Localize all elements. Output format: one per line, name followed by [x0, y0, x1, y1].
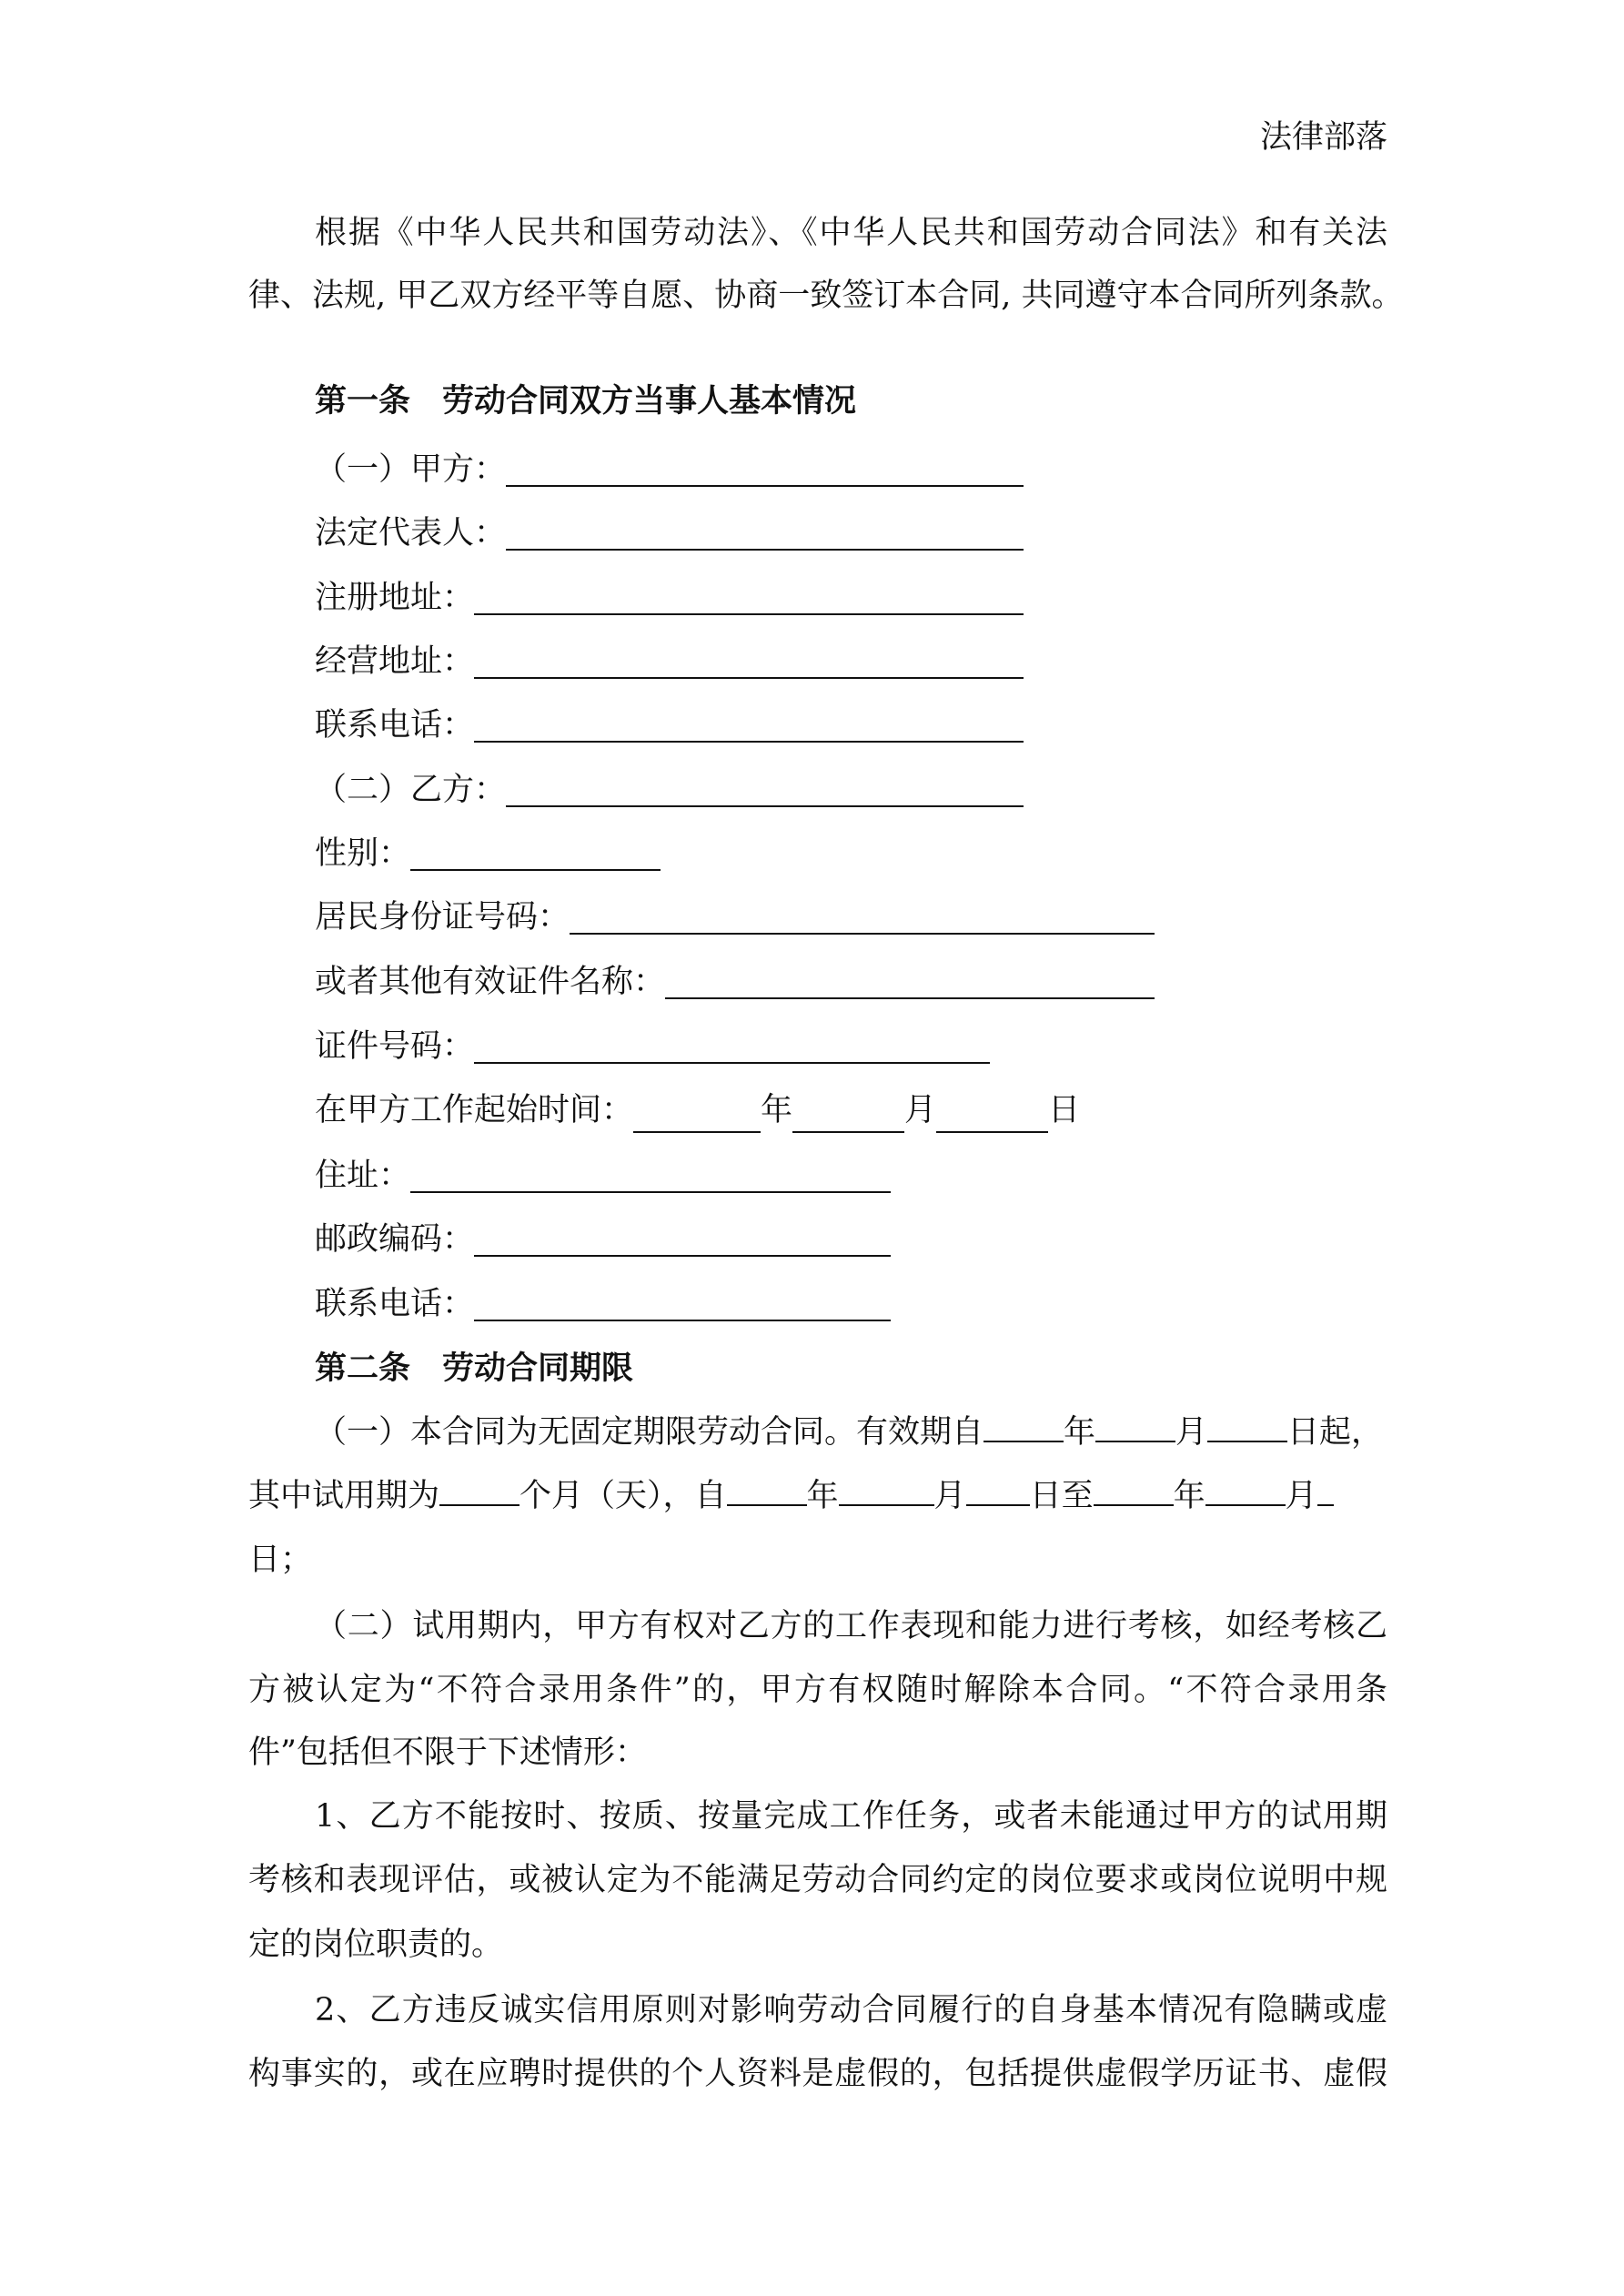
- item1-line: 定的岗位职责的。: [248, 1927, 504, 1963]
- article1-title: 第一条 劳动合同双方当事人基本情况: [315, 382, 857, 420]
- item2-line: 构事实的，或在应聘时提供的个人资料是虚假的，包括提供虚假学历证书、虚假: [248, 2056, 1387, 2092]
- blank-day[interactable]: [1317, 1473, 1334, 1506]
- term-line-1: [315, 1410, 1387, 1455]
- header-brand: 法律部落: [1259, 119, 1387, 156]
- text: 日起，: [1287, 1414, 1384, 1451]
- field-start-date: [315, 1087, 1080, 1133]
- text: 月: [1175, 1414, 1208, 1451]
- field-phone-a: [315, 703, 1024, 748]
- blank-month[interactable]: [839, 1473, 934, 1506]
- blank-line[interactable]: [474, 1026, 990, 1064]
- blank-line[interactable]: [474, 641, 1024, 679]
- blank-line[interactable]: [474, 1219, 891, 1257]
- blank-month[interactable]: [792, 1100, 904, 1133]
- field-label: 居民身份证号码：: [315, 899, 570, 936]
- intro-line: 根据《中华人民共和国劳动法》、《中华人民共和国劳动合同法》和有关法: [315, 215, 1387, 251]
- blank-line[interactable]: [474, 577, 1024, 615]
- blank-line[interactable]: [665, 961, 1155, 999]
- text: 年: [806, 1478, 839, 1514]
- field-label: 住址：: [315, 1158, 411, 1194]
- field-legal-rep: [315, 511, 1024, 556]
- field-label: 邮政编码：: [315, 1221, 475, 1258]
- field-gender: [315, 831, 661, 876]
- probation-line: 件”包括但不限于下述情形：: [248, 1735, 647, 1771]
- blank-line[interactable]: [570, 896, 1155, 935]
- term-line-2: [248, 1473, 1387, 1519]
- text: 日至: [1029, 1478, 1094, 1514]
- day-label: 日: [1048, 1092, 1081, 1128]
- field-label: （一）甲方：: [315, 451, 507, 488]
- text: 年: [1064, 1414, 1096, 1451]
- article2-title: 第二条 劳动合同期限: [315, 1350, 634, 1387]
- field-label: 性别：: [315, 835, 411, 872]
- year-label: 年: [761, 1092, 793, 1128]
- blank-year[interactable]: [983, 1410, 1064, 1442]
- blank-month[interactable]: [1205, 1473, 1286, 1506]
- blank-months[interactable]: [439, 1473, 519, 1506]
- field-party-a: [315, 447, 1024, 492]
- field-address: [315, 1153, 891, 1199]
- field-label: 或者其他有效证件名称：: [315, 964, 666, 1000]
- blank-month[interactable]: [1095, 1410, 1175, 1442]
- blank-line[interactable]: [506, 449, 1024, 487]
- field-postcode: [315, 1217, 891, 1262]
- text: （一）本合同为无固定期限劳动合同。有效期自: [315, 1414, 984, 1451]
- text: 月: [933, 1478, 966, 1514]
- field-id-number: [315, 895, 1155, 940]
- blank-year[interactable]: [1094, 1473, 1174, 1506]
- probation-line: 方被认定为“不符合录用条件”的，甲方有权随时解除本合同。“不符合录用条: [248, 1672, 1387, 1708]
- field-label: 联系电话：: [315, 707, 475, 743]
- item1-line: 考核和表现评估，或被认定为不能满足劳动合同约定的岗位要求或岗位说明中规: [248, 1862, 1387, 1898]
- blank-day[interactable]: [936, 1100, 1048, 1133]
- blank-line[interactable]: [410, 833, 661, 871]
- field-registered-address: [315, 575, 1024, 621]
- text: 月: [1285, 1478, 1317, 1514]
- blank-line[interactable]: [474, 1283, 891, 1321]
- field-business-address: [315, 639, 1024, 684]
- item1-line: 1、乙方不能按时、按质、按量完成工作任务，或者未能通过甲方的试用期: [315, 1798, 1387, 1835]
- blank-day[interactable]: [1207, 1410, 1287, 1442]
- term-line-3: 日；: [248, 1542, 313, 1578]
- field-label: 证件号码：: [315, 1028, 475, 1065]
- intro-line: 律、法规, 甲乙双方经平等自愿、协商一致签订本合同, 共同遵守本合同所列条款。: [248, 278, 1404, 314]
- field-label: （二）乙方：: [315, 772, 507, 808]
- field-id-no: [315, 1024, 990, 1069]
- blank-year[interactable]: [727, 1473, 807, 1506]
- blank-line[interactable]: [474, 704, 1024, 743]
- item2-line: 2、乙方违反诚实信用原则对影响劳动合同履行的自身基本情况有隐瞒或虚: [315, 1992, 1387, 2028]
- probation-line: （二）试用期内，甲方有权对乙方的工作表现和能力进行考核，如经考核乙: [315, 1608, 1387, 1644]
- field-other-id-name: [315, 959, 1155, 1005]
- month-label: 月: [904, 1092, 937, 1128]
- field-party-b: [315, 767, 1024, 813]
- field-label: 经营地址：: [315, 643, 475, 680]
- field-label: 法定代表人：: [315, 515, 507, 551]
- blank-line[interactable]: [506, 769, 1024, 807]
- text: 年: [1173, 1478, 1205, 1514]
- blank-year[interactable]: [633, 1100, 761, 1133]
- text: 个月（天），自: [519, 1478, 727, 1514]
- field-label: 联系电话：: [315, 1286, 475, 1322]
- blank-day[interactable]: [966, 1473, 1030, 1506]
- blank-line[interactable]: [410, 1155, 891, 1193]
- blank-line[interactable]: [506, 512, 1024, 551]
- field-label: 在甲方工作起始时间：: [315, 1092, 634, 1128]
- text: 其中试用期为: [248, 1478, 440, 1514]
- field-phone-b: [315, 1281, 891, 1327]
- field-label: 注册地址：: [315, 580, 475, 616]
